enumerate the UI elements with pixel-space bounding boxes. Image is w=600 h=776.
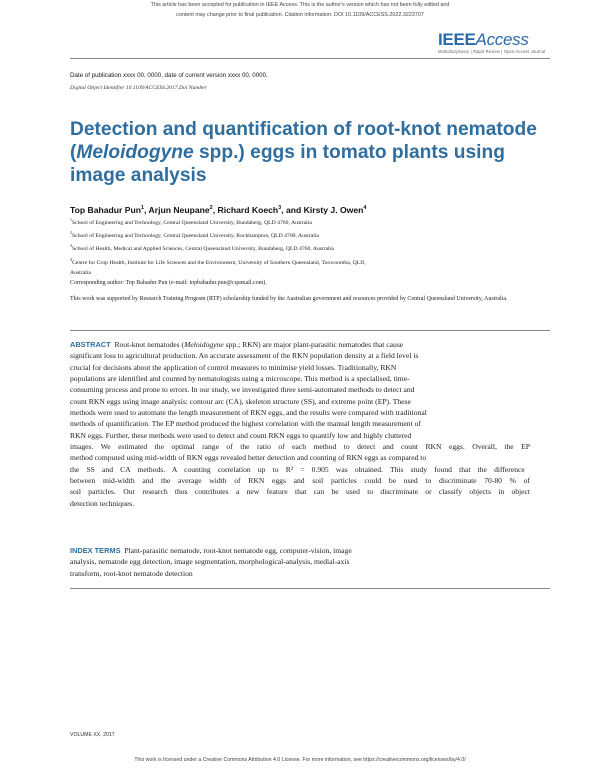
banner-line-2: content may change prior to final publication. Citation information: DOI 10.1109/ACCESS.2022.3223707 <box>176 12 424 18</box>
abstract-line-1: Root-knot nematodes (Meloidogyne spp.; RKN) are major plant-parasitic nematodes that cause <box>114 340 404 349</box>
author-list: Top Bahadur Pun$^1$, Arjun Neupane$^2$, Richard Koech$^3$, and Kirsty J. Owen$^4$ <box>70 205 367 215</box>
logo-access-text: Access <box>475 30 529 49</box>
abstract-line: RKN eggs. Further, these methods were used to detect and count RKN eggs to quantify low and highly cluttered <box>70 430 412 440</box>
abstract <box>70 339 530 509</box>
abstract-line: methods were used to automate the length measurement of RKN eggs, and the results were compared with traditional <box>70 408 427 418</box>
author: Arjun Neupane$^2$ <box>148 205 213 215</box>
funding-statement: This work was supported by Research Training Program (RTP) scholarship funded by the Australian government and resources provided by Central Queensland University, Australia. <box>70 296 508 302</box>
affiliation-continuation: Australia <box>70 269 91 276</box>
affiliation: $^2$School of Engineering and Technology, Central Queensland University, Rockhampton, QLD 4700, Australia <box>70 230 319 240</box>
abstract-line: crucial for decisions about the application of control measures to minimise yield losses. Traditionally, RKN <box>70 362 397 372</box>
publication-dates: Date of publication xxxx 00, 0000, date of current version xxxx 00, 0000. <box>70 72 268 79</box>
corresponding-author: Corresponding author: Top Bahadur Pun (e-mail: topbahadur.pun@cqumail.com). <box>70 280 267 286</box>
index-terms <box>70 545 470 579</box>
paper-title <box>70 118 540 187</box>
affiliation: $^3$School of Health, Medical and Applied Sciences, Central Queensland University, Bundaberg, QLD 4760, Australia <box>70 243 334 253</box>
doi-line: Digital Object Identifier 10.1109/ACCESS.2017.Doi Number <box>70 85 207 91</box>
index-terms-line: transform, root-knot nematode detection <box>70 568 193 578</box>
affiliation: $^4$Centre for Crop Health, Institute for Life Sciences and the Environment, University of Southern Queensland, Toowoomba, QLD, <box>70 256 366 266</box>
title-part-1: Detection and quantification of root-knot nematode ( <box>70 119 537 163</box>
banner-line-1: This article has been accepted for publication in IEEE Access. This is the author's version which has not been fully edited and <box>150 2 450 8</box>
abstract-genus: Meloidogyne <box>184 340 224 349</box>
abstract-line: detection techniques. <box>70 498 135 508</box>
header-divider <box>70 58 550 59</box>
abstract-line <box>70 339 530 350</box>
abstract-heading: ABSTRACT <box>70 340 111 349</box>
affiliations <box>70 215 550 278</box>
affiliation: $^1$School of Engineering and Technology, Central Queensland University, Bundaberg, QLD 4760, Australia <box>70 217 312 226</box>
logo-tagline: Multidisciplinary | Rapid Review | Open Access Journal <box>438 49 546 54</box>
license-footer: This work is licensed under a Creative Commons Attribution 4.0 License. For more information, see https://creativecommons.org/licenses/by/4.0/ <box>134 757 466 763</box>
title-genus: Meloidogyne <box>76 142 194 163</box>
volume-label: VOLUME XX, 2017 <box>70 732 115 738</box>
title-part-2: spp.) eggs in tomato plants using image analysis <box>70 142 505 186</box>
logo-ieee-text: IEEE <box>438 30 476 49</box>
abstract-line: methods of quantification. The EP method produced the highest correlation with the manual length measurement of <box>70 419 421 429</box>
abstract-line: method computed using mid-width of RKN eggs revealed better detection and counting of RKN eggs as compared to <box>70 453 427 463</box>
index-terms-line: analysis, nematode egg detection, image segmentation, morphological-analysis, medial-axis <box>70 557 350 567</box>
ieee-access-logo <box>438 30 548 54</box>
abstract-line: between mid-width and the average width of RKN eggs and soil particles could be used to discriminate 70-80 % of <box>70 476 530 486</box>
index-terms-heading: INDEX TERMS <box>70 546 121 555</box>
index-terms-line: INDEX TERMS Plant-parasitic nematode, root-knot nematode egg, computer-vision, image <box>70 546 352 555</box>
author: Top Bahadur Pun$^1$ <box>70 205 145 215</box>
abstract-bottom-divider <box>70 588 550 589</box>
abstract-top-divider <box>70 330 550 331</box>
accepted-article-banner <box>40 0 560 20</box>
abstract-line: the SS and CA methods. A counting correlation up to R² = 0.905 was obtained. This study found that the difference <box>70 464 525 474</box>
abstract-line: soil particles. Our research thus contributes a new feature that can be used to discriminate or classify objects in object <box>70 487 530 497</box>
abstract-line: significant loss to agricultural production. An accurate assessment of the RKN population density at a field level is <box>70 351 419 361</box>
abstract-line: consuming process and prone to errors. In our study, we investigated three semi-automated methods to detect and <box>70 385 415 395</box>
abstract-line: count RKN eggs using image analysis: contour arc (CA), skeleton structure (SS), and extreme point (EP). These <box>70 396 411 406</box>
abstract-line: images. We estimated the optimal range of the ratio of each method to detect and count RKN eggs. Overall, the EP <box>70 442 530 452</box>
author: Kirsty J. Owen$^4$ <box>303 205 367 215</box>
abstract-line: populations are identified and counted by nematologists using a microscope. This method is a specialised, time- <box>70 374 410 384</box>
author: Richard Koech$^3$ <box>217 205 282 215</box>
